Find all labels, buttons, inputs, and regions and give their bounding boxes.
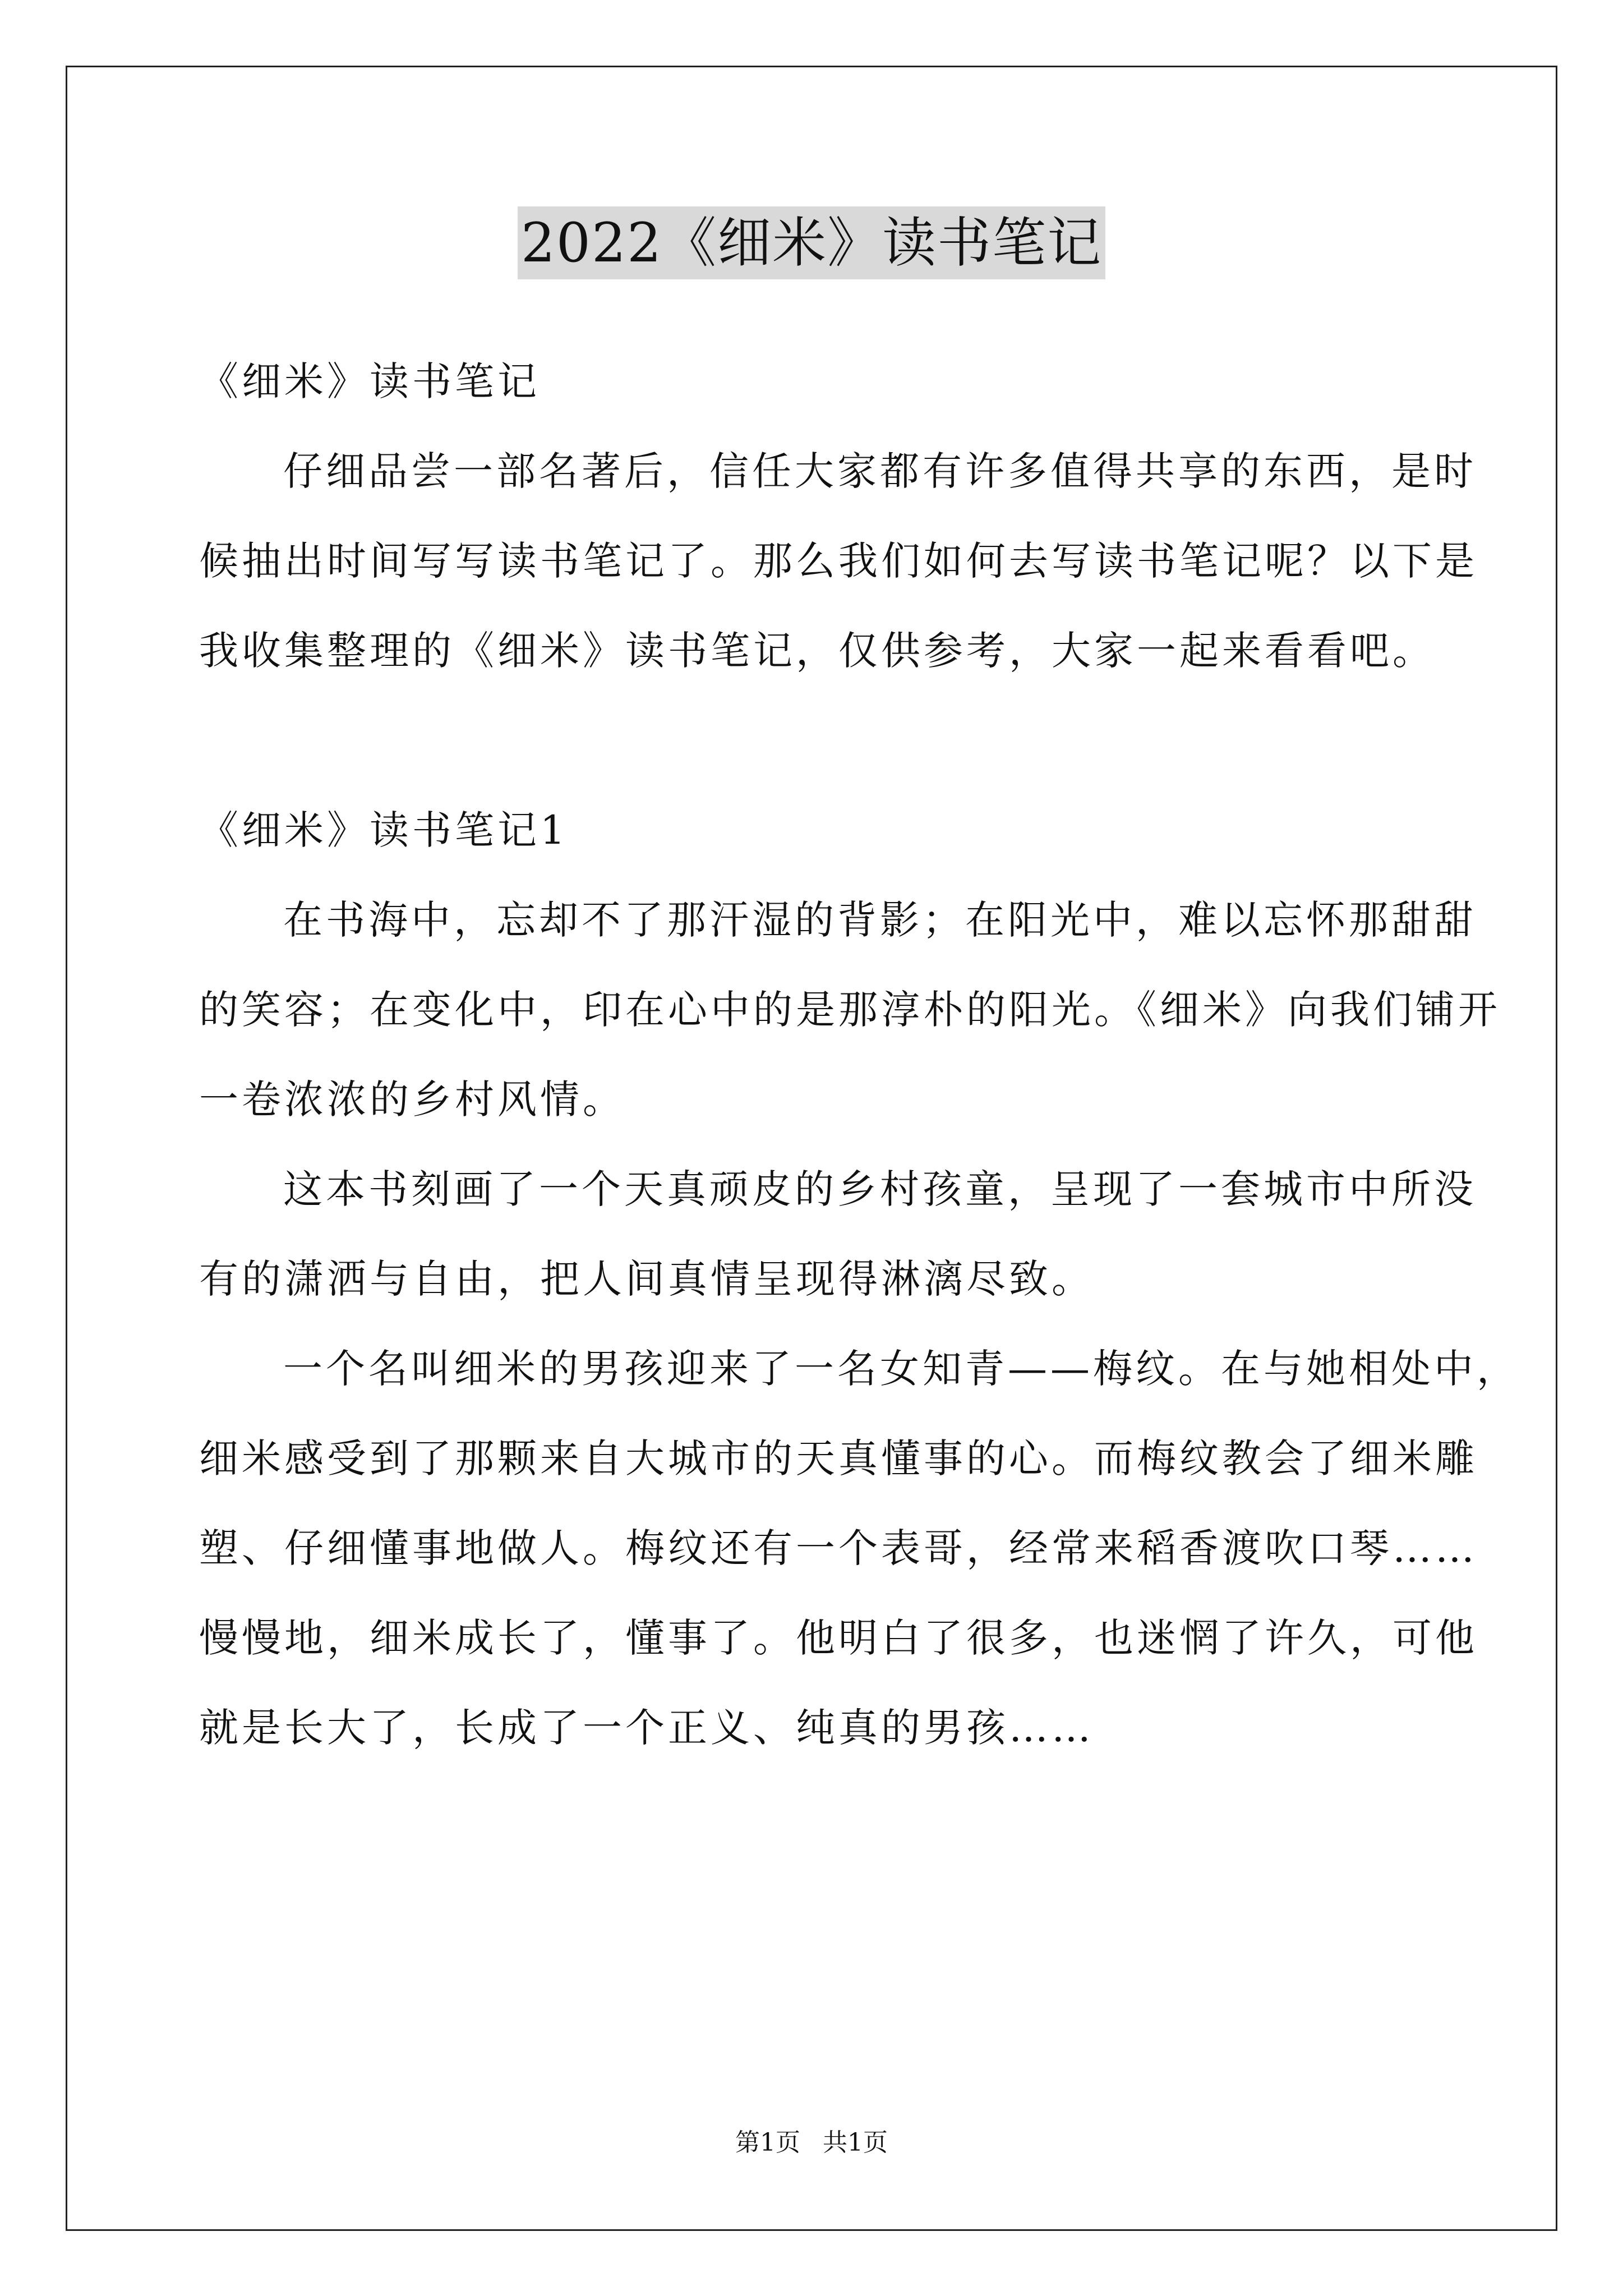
paragraph-line: 有的潇洒与自由，把人间真情呈现得淋漓尽致。 [199,1256,1094,1302]
paragraph-line: 就是长大了，长成了一个正义、纯真的男孩…… [199,1705,1094,1751]
document-body [199,337,1519,1773]
paragraph-line: 的笑容；在变化中，印在心中的是那淳朴的阳光。《细米》向我们铺开 [199,987,1501,1033]
paragraph-line: 塑、仔细懂事地做人。梅纹还有一个表哥，经常来稻香渡吹口琴…… [199,1525,1478,1571]
section-heading: 《细米》读书笔记1 [199,807,569,853]
paragraph-line: 仔细品尝一部名著后，信任大家都有许多值得共享的东西，是时 [283,448,1477,494]
paragraph-line: 一个名叫细米的男孩迎来了一名女知青——梅纹。在与她相处中， [283,1346,1519,1392]
paragraph-line: 我收集整理的《细米》读书笔记，仅供参考，大家一起来看看吧。 [199,628,1435,674]
paragraph-line: 在书海中，忘却不了那汗湿的背影；在阳光中，难以忘怀那甜甜 [283,897,1477,943]
paragraph-line: 细米感受到了那颗来自大城市的天真懂事的心。而梅纹教会了细米雕 [199,1435,1478,1481]
paragraph-line: 慢慢地，细米成长了，懂事了。他明白了很多，也迷惘了许久，可他 [199,1615,1478,1661]
document-title: 2022《细米》读书笔记 [518,206,1105,279]
paragraph-line: 候抽出时间写写读书笔记了。那么我们如何去写读书笔记呢？以下是 [199,538,1478,584]
page-total: 共1页 [823,2128,888,2157]
title-container [0,206,1623,279]
paragraph-line: 这本书刻画了一个天真顽皮的乡村孩童，呈现了一套城市中所没 [283,1166,1477,1212]
paragraph-line: 一卷浓浓的乡村风情。 [199,1076,625,1122]
page-footer [0,2126,1623,2160]
page-number: 第1页 [735,2128,800,2157]
blank-line [199,696,1433,785]
subtitle-line: 《细米》读书笔记 [199,358,540,404]
